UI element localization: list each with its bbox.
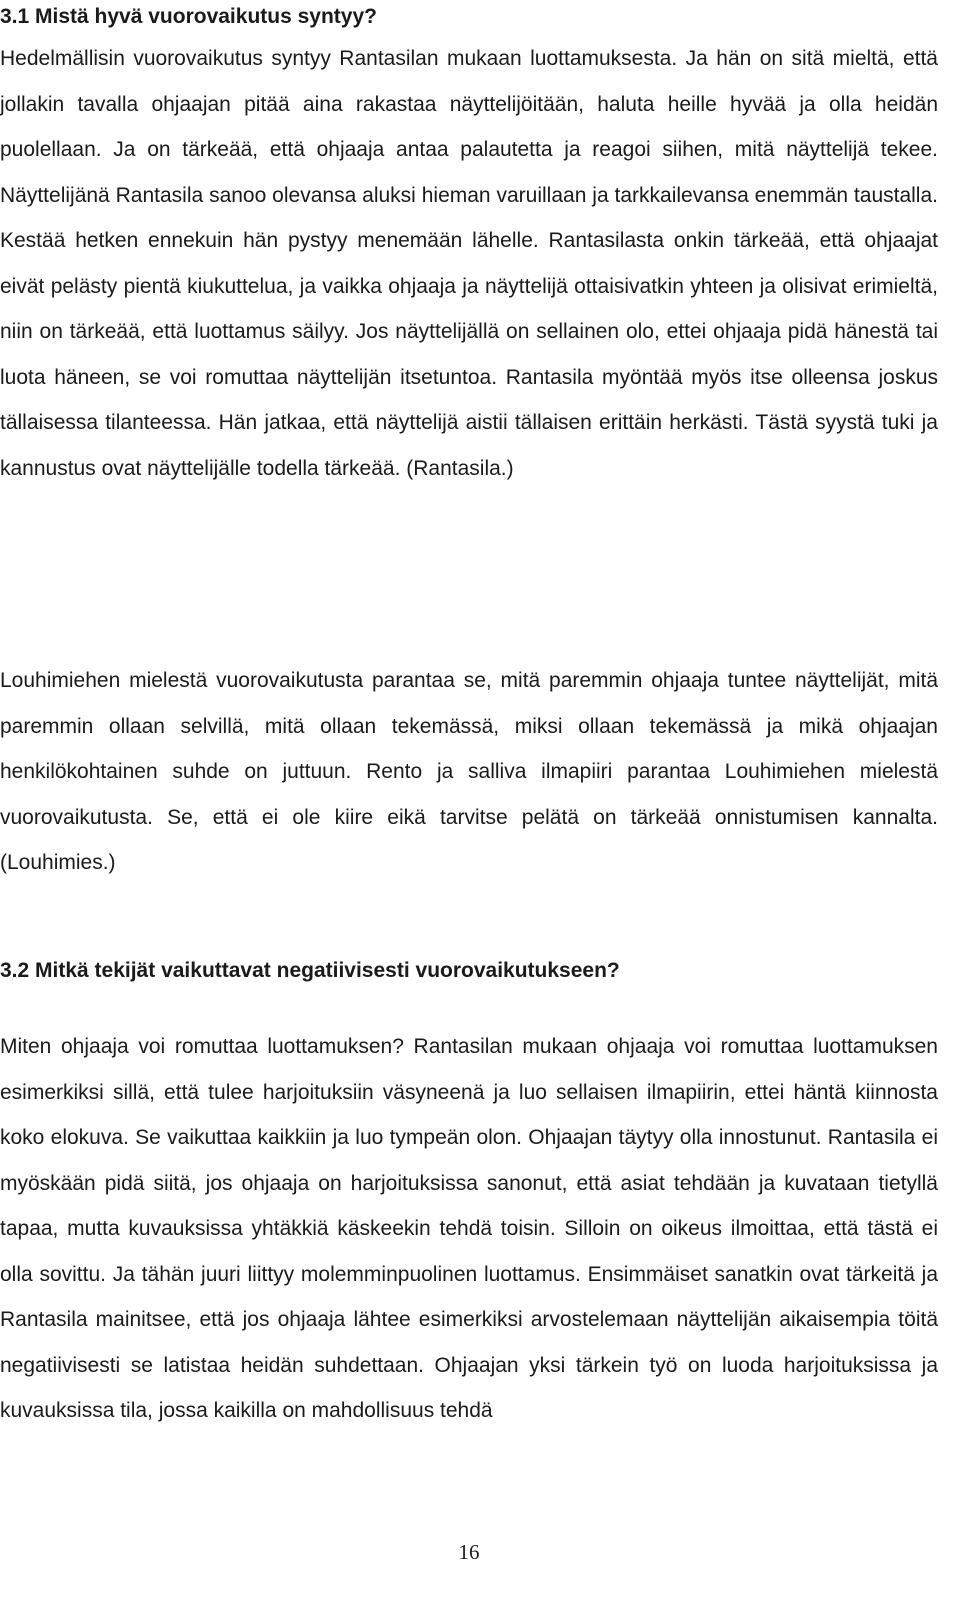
- page-number: 16: [458, 1540, 480, 1564]
- paragraph-rantasila-trust: Hedelmällisin vuorovaikutus syntyy Rantasilan mukaan luottamuksesta. Ja hän on sitä mieltä, että jollakin tavalla ohjaajan pitää aina rakastaa näyttelijöitään, haluta heille hyvää ja olla heidän puolellaan. Ja on tärkeää, että ohjaaja antaa palautetta ja reagoi siihen, mitä näyttelijä tekee. Näyttelijänä Rantasila sanoo olevansa aluksi hieman varuillaan ja tarkkailevansa enemmän taustalla. Kestää hetken ennekuin hän pystyy menemään lähelle. Rantasilasta onkin tärkeää, että ohjaajat eivät pelästy pientä kiukuttelua, ja vaikka ohjaaja ja näyttelijä ottaisivatkin yhteen ja olisivat erimieltä, niin on tärkeää, että luottamus säilyy. Jos näyttelijällä on sellainen olo, ettei ohjaaja pidä hänestä tai luota häneen, se voi romuttaa näyttelijän itsetuntoa. Rantasila myöntää myös itse olleensa joskus tällaisessa tilanteessa. Hän jatkaa, että näyttelijä aistii tällaisen erittäin herkästi. Tästä syystä tuki ja kannustus ovat näyttelijälle todella tärkeää. (Rantasila.): [0, 47, 938, 480]
- section-heading-3-1: 3.1 Mistä hyvä vuorovaikutus syntyy?: [0, 5, 377, 28]
- paragraph-negative-factors: Miten ohjaaja voi romuttaa luottamuksen? Rantasilan mukaan ohjaaja voi romuttaa luottamuksen esimerkiksi sillä, että tulee harjoituksiin väsyneenä ja luo sellaisen ilmapiirin, ettei häntä kiinnosta koko elokuva. Se vaikuttaa kaikkiin ja luo tympeän olon. Ohjaajan täytyy olla innostunut. Rantasila ei myöskään pidä siitä, jos ohjaaja on harjoituksissa sanonut, että asiat tehdään ja kuvataan tietyllä tapaa, mutta kuvauksissa yhtäkkiä käskeekin tehdä toisin. Silloin on oikeus ilmoittaa, että tästä ei olla sovittu. Ja tähän juuri liittyy molemminpuolinen luottamus. Ensimmäiset sanatkin ovat tärkeitä ja Rantasila mainitsee, että jos ohjaaja lähtee esimerkiksi arvostelemaan näyttelijän aikaisempia töitä negatiivisesti se latistaa heidän suhdettaan. Ohjaajan yksi tärkein työ on luoda harjoituksissa ja kuvauksissa tila, jossa kaikilla on mahdollisuus tehdä: [0, 1035, 938, 1422]
- section-heading-3-2: 3.2 Mitkä tekijät vaikuttavat negatiivisesti vuorovaikutukseen?: [0, 959, 620, 982]
- paragraph-louhimies-atmosphere: Louhimiehen mielestä vuorovaikutusta parantaa se, mitä paremmin ohjaaja tuntee näyttelijät, mitä paremmin ollaan selvillä, mitä ollaan tekemässä, miksi ollaan tekemässä ja mikä ohjaajan henkilökohtainen suhde on juttuun. Rento ja salliva ilmapiiri parantaa Louhimiehen mielestä vuorovaikutusta. Se, että ei ole kiire eikä tarvitse pelätä on tärkeää onnistumisen kannalta. (Louhimies.): [0, 669, 938, 874]
